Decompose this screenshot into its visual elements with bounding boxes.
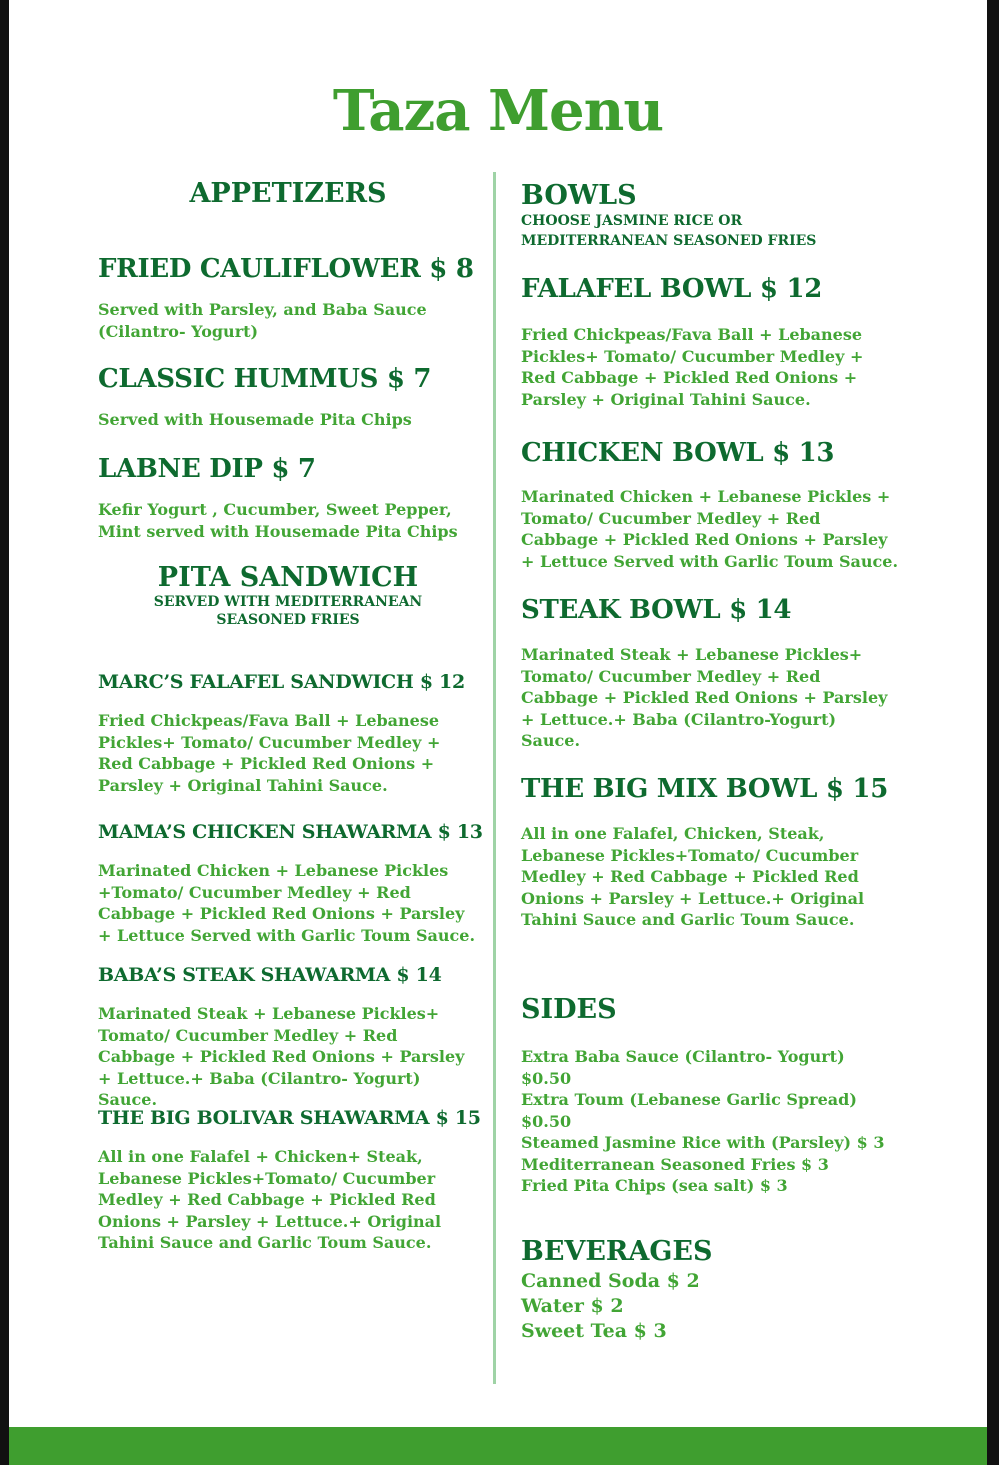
item-name: THE BIG BOLIVAR SHAWARMA $ 15 (98, 1107, 481, 1129)
beverages-list (521, 1269, 899, 1344)
item-desc: Fried Chickpeas/Fava Ball + Lebanese Pickles+ Tomato/ Cucumber Medley + Red Cabbage + Pickled Red Onions + Parsley + Original Tahini Sauce. (98, 711, 441, 795)
item-desc: All in one Falafel + Chicken+ Steak, Lebanese Pickles+Tomato/ Cucumber Medley + Red Cabbage + Pickled Red Onions + Parsley + Lettuce.+ Original Tahini Sauce and Garlic Toum Sauce. (98, 1147, 442, 1252)
bowls-section-header (521, 180, 899, 251)
item-desc: Marinated Chicken + Lebanese Pickles +Tomato/ Cucumber Medley + Red Cabbage + Pickled Red Onions + Parsley + Lettuce Served with Garlic Toum Sauce. (98, 861, 476, 945)
pita-subheading-2: SEASONED FRIES (216, 612, 360, 628)
item-desc: Marinated Steak + Lebanese Pickles+ Tomato/ Cucumber Medley + Red Cabbage + Pickled Red Onions + Parsley + Lettuce.+ Baba (Cilantro-Yogurt) Sauce. (521, 645, 888, 750)
footer-bar (9, 1427, 987, 1465)
beverage-item: Sweet Tea $ 3 (521, 1320, 667, 1342)
item-desc: All in one Falafel, Chicken, Steak, Lebanese Pickles+Tomato/ Cucumber Medley + Red Cabbage + Pickled Red Onions + Parsley + Lettuce.+ Original Tahini Sauce and Garlic Toum Sauce. (521, 824, 865, 929)
side-item: Steamed Jasmine Rice with (Parsley) $ 3 (521, 1133, 885, 1152)
bowls-subheading-2: MEDITERRANEAN SEASONED FRIES (521, 233, 817, 249)
item-name: BABA’S STEAK SHAWARMA $ 14 (98, 964, 442, 986)
beverage-item: Canned Soda $ 2 (521, 1270, 700, 1292)
item-desc: Marinated Chicken + Lebanese Pickles + Tomato/ Cucumber Medley + Red Cabbage + Pickled Red Onions + Parsley + Lettuce Served with Garlic Toum Sauce. (521, 487, 899, 571)
beverages-heading: BEVERAGES (521, 1236, 713, 1267)
appetizer-desc: Served with Parsley, and Baba Sauce (Cilantro- Yogurt) (98, 300, 427, 341)
appetizer-desc: Kefir Yogurt , Cucumber, Sweet Pepper, Mint served with Housemade Pita Chips (98, 500, 458, 541)
appetizer-item (98, 364, 478, 394)
menu-page (9, 0, 987, 1465)
pita-subheading-1: SERVED WITH MEDITERRANEAN (153, 594, 423, 610)
pita-section-header (98, 562, 478, 629)
item-desc: Fried Chickpeas/Fava Ball + Lebanese Pickles+ Tomato/ Cucumber Medley + Red Cabbage + Pickled Red Onions + Parsley + Original Tahini Sauce. (521, 325, 864, 409)
appetizer-desc: Served with Housemade Pita Chips (98, 410, 412, 429)
bowls-subheading-1: CHOOSE JASMINE RICE OR (521, 213, 743, 229)
side-item: Extra Toum (Lebanese Garlic Spread) $0.50 (521, 1090, 857, 1131)
item-name: CHICKEN BOWL $ 13 (521, 438, 835, 468)
appetizer-item (98, 454, 478, 484)
beverage-item: Water $ 2 (521, 1295, 624, 1317)
item-name: CLASSIC HUMMUS $ 7 (98, 364, 432, 394)
side-item: Extra Baba Sauce (Cilantro- Yogurt) $0.50 (521, 1047, 845, 1088)
menu-title: Taza Menu (332, 78, 664, 144)
appetizer-item (98, 254, 478, 284)
side-item: Fried Pita Chips (sea salt) $ 3 (521, 1176, 788, 1195)
column-divider (493, 172, 496, 1384)
appetizers-heading: APPETIZERS (189, 178, 387, 209)
item-name: FRIED CAULIFLOWER $ 8 (98, 254, 474, 284)
item-name: FALAFEL BOWL $ 12 (521, 274, 823, 304)
item-name: STEAK BOWL $ 14 (521, 595, 792, 625)
sides-heading: SIDES (521, 994, 617, 1025)
item-name: MAMA’S CHICKEN SHAWARMA $ 13 (98, 821, 483, 843)
item-name: MARC’S FALAFEL SANDWICH $ 12 (98, 671, 465, 693)
item-name: LABNE DIP $ 7 (98, 454, 316, 484)
pita-heading: PITA SANDWICH (157, 562, 419, 593)
item-name: THE BIG MIX BOWL $ 15 (521, 774, 889, 804)
bowls-heading: BOWLS (521, 180, 637, 211)
side-item: Mediterranean Seasoned Fries $ 3 (521, 1154, 829, 1174)
sides-list (521, 1046, 899, 1197)
item-desc: Marinated Steak + Lebanese Pickles+ Tomato/ Cucumber Medley + Red Cabbage + Pickled Red Onions + Parsley + Lettuce.+ Baba (Cilantro- Yogurt) Sauce. (98, 1004, 465, 1109)
